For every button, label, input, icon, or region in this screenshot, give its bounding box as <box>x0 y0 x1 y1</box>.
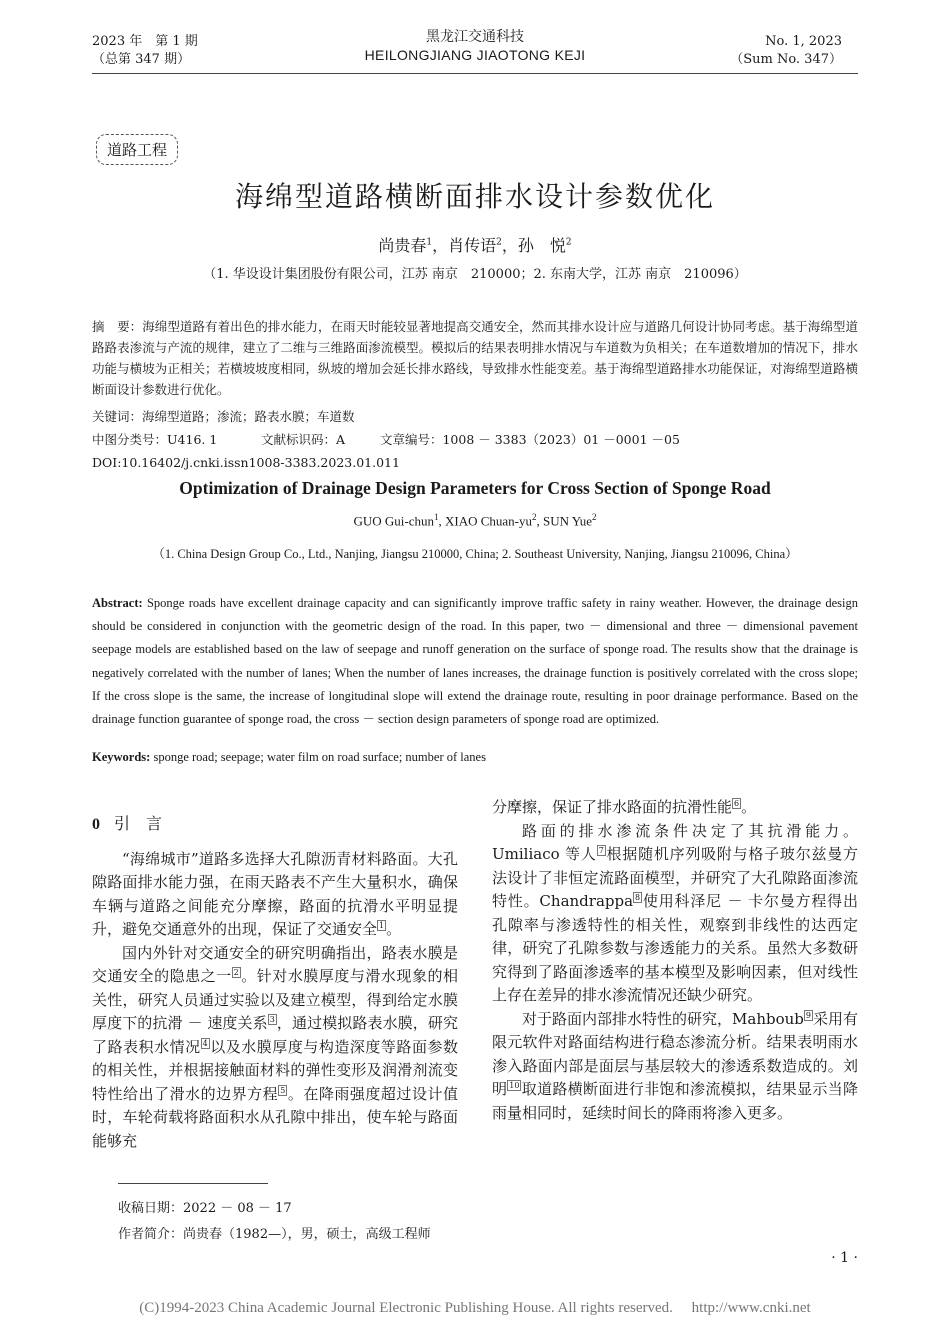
body-column-right <box>492 796 858 1125</box>
header-sum-line: （总第 347 期） <box>92 52 191 67</box>
body-paragraph <box>492 1008 858 1126</box>
keywords-en-text: sponge road; seepage; water film on road surface; number of lanes <box>150 750 486 764</box>
abstract-en <box>92 592 858 731</box>
paper-title-en: Optimization of Drainage Design Parameters for Cross Section of Sponge Road <box>179 478 771 498</box>
header-issue <box>92 33 292 69</box>
section-number: 0 <box>92 816 100 833</box>
author-sup: 2 <box>592 512 597 522</box>
journal-name-en: HEILONGJIANG JIAOTONG KEJI <box>364 47 586 63</box>
author-bio: 作者简介：尚贵春（1982—），男，硕士，高级工程师 <box>118 1227 431 1242</box>
citation-ref[interactable]: 8 <box>635 893 641 902</box>
header-number-line: No. 1, 2023 <box>765 34 842 49</box>
authors-cn <box>92 233 858 256</box>
copyright-watermark: (C)1994-2023 China Academic Journal Electronic Publishing House. All rights reserved. http://www.cnki.net <box>139 1300 811 1316</box>
section-tag: 道路工程 <box>96 134 178 165</box>
paper-title: 海绵型道路横断面排水设计参数优化 <box>234 180 715 213</box>
author-name: 尚贵春 <box>378 236 427 255</box>
page-number: · 1 · <box>831 1250 858 1266</box>
header-journal <box>300 28 650 64</box>
author-sup: 2 <box>565 237 572 248</box>
paragraph-text: 。针对水膜厚度与滑水现象的相关性，研究人员通过实验以及建立模型，得到给定水膜厚度下的抗滑 － 速度关系 <box>92 967 458 1032</box>
paragraph-text: “海绵城市”道路多选择大孔隙沥青材料路面。大孔隙路面排水能力强，在雨天路表不产生大量积水，确保车辆与道路之间能充分摩擦，路面的抗滑水平明显提升，避免交通意外的出现，保证了交通安全 <box>92 849 458 938</box>
author-sep: , <box>438 513 445 529</box>
citation-ref[interactable]: 4 <box>202 1038 208 1048</box>
keywords-cn <box>92 406 858 427</box>
paragraph-text: 取道路横断面进行非饱和渗流模拟，结果显示当降雨量相同时，延续时间长的降雨将渗入更多。 <box>492 1080 858 1122</box>
section-title: 引 言 <box>114 814 163 833</box>
paragraph-text: 。 <box>741 798 757 816</box>
citation-ref[interactable]: 9 <box>805 1010 811 1020</box>
classification-row <box>92 429 858 450</box>
document-code: 文献标识码：A <box>260 432 346 447</box>
body-column-left <box>92 812 458 1153</box>
footnotes <box>118 1196 518 1248</box>
body-paragraph-continued <box>492 796 858 820</box>
article-number: 文章编号：1008 － 3383（2023）01 －0001 －05 <box>379 432 680 447</box>
paragraph-text: 路面的排水渗流条件决定了其抗滑能力。Umiliaco 等人 <box>492 821 858 863</box>
authors-en <box>92 512 858 529</box>
author-name: 肖传语 <box>448 236 497 255</box>
keywords-label: 关键词： <box>92 409 143 424</box>
doi: DOI:10.16402/j.cnki.issn1008-3383.2023.01.011 <box>92 455 400 470</box>
body-paragraph <box>92 848 458 942</box>
author-sep: , <box>536 513 544 529</box>
citation-ref[interactable]: 7 <box>598 846 604 855</box>
header-sum-number-line: （Sum No. 347） <box>730 52 842 67</box>
paragraph-text: 国内外针对交通安全的研究明确指出，路表水膜是交通安全的隐患之一 <box>92 943 458 985</box>
keywords-en <box>92 750 858 765</box>
keywords-en-label: Keywords: <box>92 750 151 764</box>
author-name-en: GUO Gui-chun <box>353 513 434 529</box>
header-issue-line: 2023 年 第 1 期 <box>92 34 198 49</box>
abstract-en-text: Sponge roads have excellent drainage capacity and can significantly improve traffic safety in rainy weather. However, the drainage design should be considered in conjunction with the geometric design of the road. In this paper, two － dimensional and three － dimensional pavement seepage models are established based on the law of seepage and runoff generation on the surface of sponge road. The results show that the drainage is negatively correlated with the number of lanes; When the number of lanes increases, the drainage function is positively correlated with the cross slope; If the cross slope is the same, the increase of longitudinal slope will extend the drainage route, resulting in poor drainage performance. Based on the drainage function guarantee of sponge road, the cross － section design parameters of sponge road are optimized. <box>92 596 858 727</box>
author-sup: 2 <box>496 237 502 248</box>
author-name: 孙 悦 <box>517 236 566 255</box>
paragraph-text: 。 <box>386 920 402 938</box>
keywords-text: 海绵型道路；渗流；路表水膜；车道数 <box>142 409 355 424</box>
citation-ref[interactable]: 10 <box>509 1081 520 1090</box>
header-number <box>642 33 842 69</box>
paragraph-text: 以及水膜厚度与构造深度等路面参数的相关性，并根据接触面材料的弹性变形及润滑剂流变特性给出了滑水的边界方程 <box>92 1037 458 1103</box>
paragraph-text: 使用科泽尼 － 卡尔曼方程得出孔隙率与渗透特性的相关性，观察到非线性的达西定律，研究了孔隙参数与渗透能力的关系。虽然大多数研究得到了路面渗透率的基本模型及影响因素，但对线性上存在差异的排水渗流情况还缺少研究。 <box>492 892 858 1004</box>
author-sep: ， <box>432 236 449 255</box>
citation-ref[interactable]: 5 <box>280 1085 286 1095</box>
body-paragraph <box>492 820 858 1008</box>
author-sup: 1 <box>426 237 433 248</box>
body-paragraph <box>92 942 458 1154</box>
citation-ref[interactable]: 6 <box>734 799 740 808</box>
citation-ref[interactable]: 3 <box>269 1015 275 1024</box>
paragraph-text: 采用有限元软件对路面结构进行稳态渗流分析。结果表明雨水渗入路面内部是面层与基层较大的渗透系数造成的。刘明 <box>492 1009 858 1098</box>
citation-ref[interactable]: 2 <box>233 968 239 977</box>
author-sep: ， <box>501 236 518 255</box>
journal-name-cn: 黑龙江交通科技 <box>426 29 524 45</box>
footnote-rule <box>118 1183 268 1184</box>
paragraph-text: 分摩擦，保证了排水路面的抗滑性能 <box>492 798 733 816</box>
abstract-cn <box>92 316 858 400</box>
received-date: 收稿日期：2022 － 08 － 17 <box>118 1201 292 1216</box>
abstract-label: 摘 要： <box>92 319 143 334</box>
paragraph-text: 。在降雨强度超过设计值时，车轮荷载将路面积水从孔隙中排出，使车轮与路面能够充 <box>92 1084 458 1150</box>
abstract-text: 海绵型道路有着出色的排水能力，在雨天时能较显著地提高交通安全，然而其排水设计应与道路几何设计协同考虑。基于海绵型道路路表渗流与产流的规律，建立了二维与三维路面渗流模型。模拟后的结果表明排水情况与车道数为负相关；在车道数增加的情况下，排水功能与横坡为正相关；若横坡坡度相同，纵坡的增加会延长排水路线，导致排水性能变差。基于海绵型道路排水功能保证，对海绵型道路横断面设计参数进行优化。 <box>92 319 858 397</box>
header-rule <box>92 73 858 74</box>
paragraph-text: 对于路面内部排水特性的研究，Mahboub <box>522 1009 804 1028</box>
author-sup: 1 <box>434 512 439 522</box>
section-heading <box>92 812 458 837</box>
paragraph-text: ，通过模拟路表水膜，研究了路表积水情况 <box>92 1014 458 1056</box>
affiliation-cn: （1. 华设设计集团股份有限公司，江苏 南京 210000；2. 东南大学，江苏 南京 210096） <box>203 267 747 282</box>
author-sup: 2 <box>532 512 537 522</box>
citation-ref[interactable]: 1 <box>379 921 385 930</box>
clc-number: 中图分类号：U416. 1 <box>92 432 218 447</box>
paragraph-text: 根据随机序列吸附与格子玻尔兹曼方法设计了非恒定流路面模型，并研究了大孔隙路面渗流特性。Chandrappa <box>492 845 858 910</box>
author-name-en: SUN Yue <box>543 513 593 529</box>
author-name-en: XIAO Chuan-yu <box>445 513 533 529</box>
abstract-en-label: Abstract: <box>92 596 143 610</box>
affiliation-en: （1. China Design Group Co., Ltd., Nanjing, Jiangsu 210000, China; 2. Southeast University, Nanjing, Jiangsu 210096, China） <box>152 547 798 561</box>
